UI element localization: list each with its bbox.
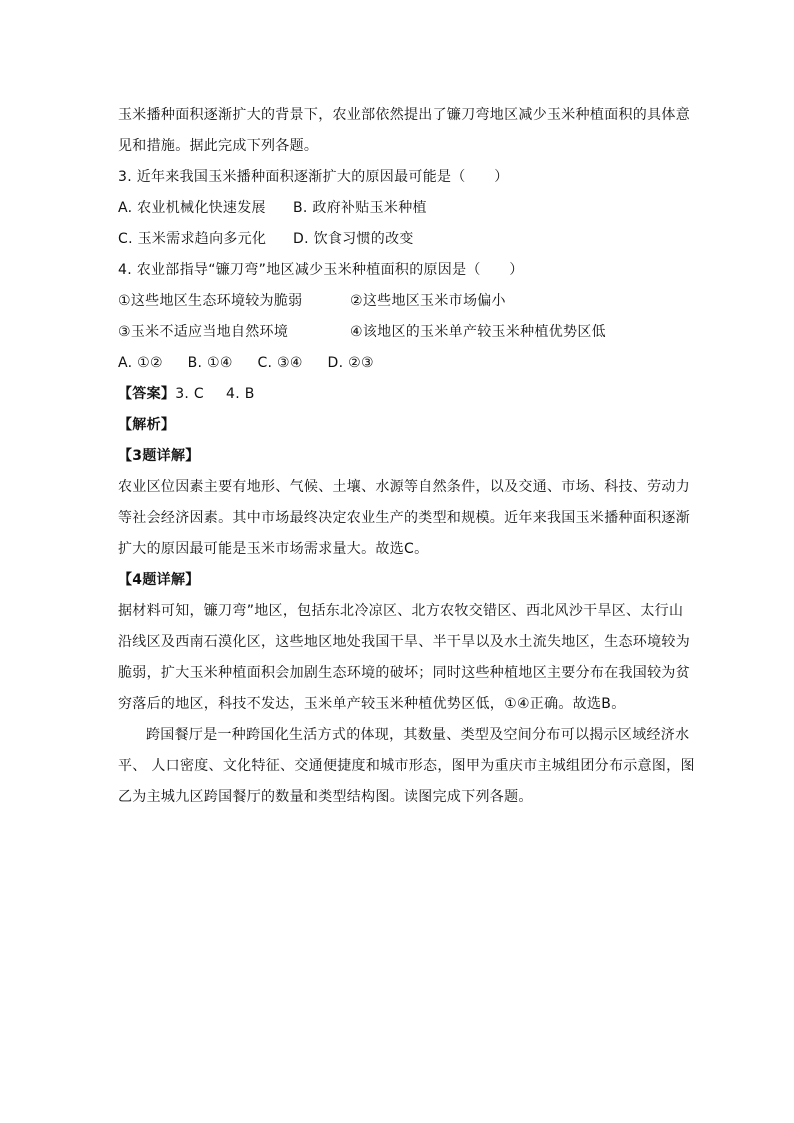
detail-4-line-1: 据材料可知，镰刀弯”地区，包括东北冷凉区、北方农牧交错区、西北风沙干旱区、太行山	[118, 603, 684, 619]
question-4-option-d: D. ②③	[327, 355, 374, 371]
answer-3: 3. C	[175, 386, 204, 402]
question-3-stem: 3. 近年来我国玉米播种面积逐渐扩大的原因最可能是（ ）	[118, 169, 509, 185]
question-3-option-c: C. 玉米需求趋向多元化	[118, 231, 267, 247]
answer-4: 4. B	[226, 386, 255, 402]
question-4-option-a: A. ①②	[118, 355, 163, 371]
answer-line	[118, 379, 688, 410]
next-passage-line-2: 平、 人口密度、文化特征、交通便捷度和城市形态，图甲为重庆市主城组团分布示意图，图	[118, 758, 695, 774]
question-4-option-b: B. ①④	[187, 355, 233, 371]
question-4-option-c: C. ③④	[257, 355, 303, 371]
question-4-options	[118, 348, 688, 379]
detail-4-line-4: 穷落后的地区，科技不发达，玉米单产较玉米种植优势区低，①④正确。故选B。	[118, 696, 626, 712]
question-4-statement-1: ①这些地区生态环境较为脆弱	[118, 293, 303, 309]
question-3-option-b: B. 政府补贴玉米种植	[293, 200, 427, 216]
next-passage-line-3: 乙为主城九区跨国餐厅的数量和类型结构图。读图完成下列各题。	[118, 789, 533, 805]
intro-line-1: 玉米播种面积逐渐扩大的背景下，农业部依然提出了镰刀弯地区减少玉米种植面积的具体意	[118, 107, 690, 123]
detail-4-label: 【4题详解】	[118, 572, 200, 588]
question-3-options-row-2	[118, 224, 688, 255]
detail-3-line-2: 等社会经济因素。其中市场最终决定农业生产的类型和规模。近年来我国玉米播种面积逐渐	[118, 510, 690, 526]
question-4-statements-row-1	[118, 286, 688, 317]
intro-line-2: 见和措施。据此完成下列各题。	[118, 138, 319, 154]
detail-3-label: 【3题详解】	[118, 448, 200, 464]
question-4-statements-row-2	[118, 317, 688, 348]
next-passage-line-1: 跨国餐厅是一种跨国化生活方式的体现，其数量、类型及空间分布可以揭示区域经济水	[146, 727, 690, 743]
detail-4-line-2: 沿线区及西南石漠化区，这些地区地处我国干旱、半干旱以及水土流失地区，生态环境较为	[118, 634, 690, 650]
answer-label: 【答案】	[118, 386, 176, 402]
question-4-stem: 4. 农业部指导“镰刀弯”地区减少玉米种植面积的原因是（ ）	[118, 262, 524, 278]
question-3-options-row-1	[118, 193, 688, 224]
question-4-statement-3: ③玉米不适应当地自然环境	[118, 324, 289, 340]
question-4-statement-4: ④该地区的玉米单产较玉米种植优势区低	[350, 324, 606, 340]
document-content	[118, 100, 695, 813]
analysis-label: 【解析】	[118, 417, 176, 433]
detail-3-line-3: 扩大的原因最可能是玉米市场需求量大。故选C。	[118, 541, 429, 557]
detail-3-line-1: 农业区位因素主要有地形、气候、土壤、水源等自然条件，以及交通、市场、科技、劳动力	[118, 479, 690, 495]
detail-4-line-3: 脆弱，扩大玉米种植面积会加剧生态环境的破坏；同时这些种植地区主要分布在我国较为贫	[118, 665, 690, 681]
question-3-option-a: A. 农业机械化快速发展	[118, 200, 266, 216]
question-3-option-d: D. 饮食习惯的改变	[293, 231, 414, 247]
question-4-statement-2: ②这些地区玉米市场偏小	[350, 293, 506, 309]
